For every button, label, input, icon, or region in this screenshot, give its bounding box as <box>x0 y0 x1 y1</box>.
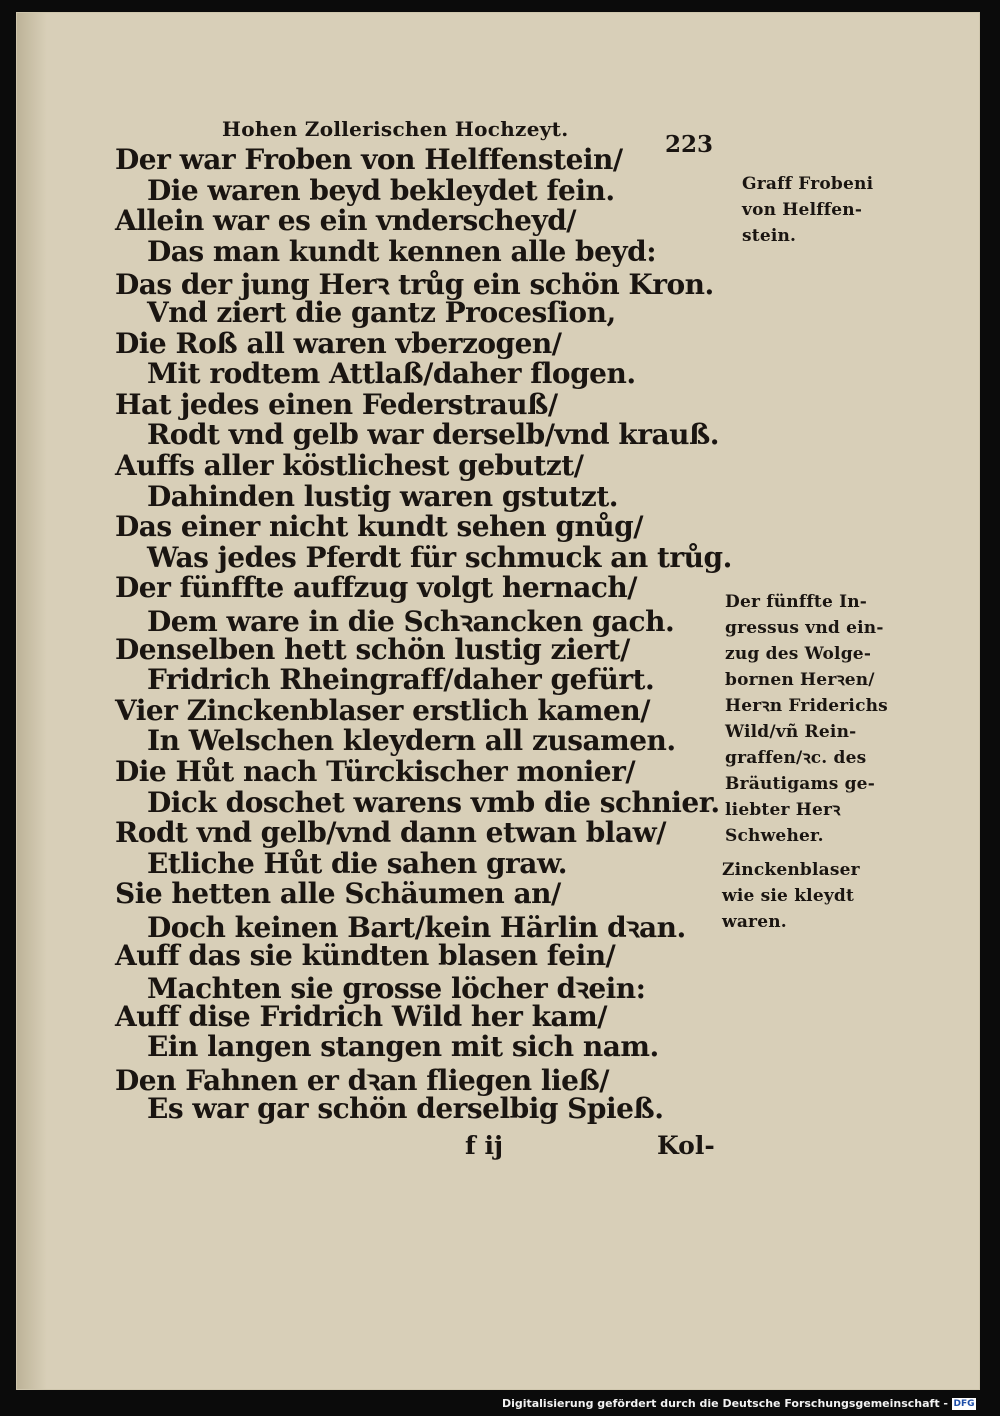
verse-line: Allein war es ein vnderscheyd/ <box>115 204 577 238</box>
verse-line: Dahinden lustig waren gstutzt. <box>147 479 618 513</box>
verse-line: Die Hůt nach Türckischer monier/ <box>115 755 636 788</box>
margin-note-line: graffen/ꝛc. des <box>725 748 867 768</box>
verse-line: Den Fahnen er dꝛan fliegen ließ/ <box>115 1064 609 1097</box>
catchword: Kol- <box>657 1131 715 1160</box>
margin-note-line: liebter Herꝛ <box>725 800 841 820</box>
margin-note-ingressus <box>725 589 888 849</box>
margin-note-line: stein. <box>742 226 797 246</box>
verse-line: Sie hetten alle Schäumen an/ <box>115 877 561 911</box>
verse-line: Rodt vnd gelb/vnd dann etwan blaw/ <box>115 816 666 850</box>
margin-note-line: Wild/vñ Rein- <box>725 722 857 742</box>
margin-note-line: Herꝛn Friderichs <box>725 696 888 716</box>
verse-line: Der war Froben von Helffenstein/ <box>115 143 623 176</box>
verse-line: Vnd ziert die gantz Procesſion, <box>147 296 616 329</box>
page-number: 223 <box>665 131 714 158</box>
dfg-logo-icon: DFG <box>953 1398 975 1409</box>
verse-line: Das man kundt kennen alle beyd: <box>147 234 657 268</box>
verse-line: Dem ware in die Schꝛancken gach. <box>147 605 675 638</box>
verse-line: Auffs aller köstlichest gebutzt/ <box>115 449 584 482</box>
margin-note-line: bornen Herꝛen/ <box>725 670 875 690</box>
verse-line: Rodt vnd gelb war derselb/vnd krauß. <box>147 418 720 452</box>
digitization-footer <box>502 1397 976 1410</box>
margin-note-line: waren. <box>722 912 787 932</box>
verse-line: Denselben hett schön lustig ziert/ <box>115 632 630 666</box>
verse-line: Auff das sie kündten blasen fein/ <box>115 938 616 972</box>
verse-line: In Welschen kleydern all zusamen. <box>147 724 676 758</box>
verse-line: Ein langen stangen mit sich nam. <box>147 1030 659 1064</box>
footer-text: Digitalisierung gefördert durch die Deutsche Forschungsgemeinschaft - <box>501 1397 948 1410</box>
verse-line: Was jedes Pferdt für schmuck an trůg. <box>147 540 732 574</box>
verse-line: Das einer nicht kundt sehen gnůg/ <box>115 510 643 544</box>
verse-line: Es war gar schön derselbig Spieß. <box>147 1091 664 1125</box>
verse-line: Auff dise Fridrich Wild her kam/ <box>115 999 607 1033</box>
signature-mark: f ij <box>465 1131 504 1160</box>
verse-line: Das der jung Herꝛ trůg ein schön Kron. <box>115 268 714 302</box>
margin-note-line: Bräutigams ge- <box>725 774 875 794</box>
margin-note-line: wie sie kleydt <box>722 886 855 906</box>
verse-line: Etliche Hůt die sahen graw. <box>147 846 567 880</box>
running-head: Hohen Zollerischen Hochzeyt. <box>222 117 569 141</box>
verse-line: Die waren beyd bekleydet fein. <box>147 173 615 207</box>
margin-note-line: Schweher. <box>725 826 824 846</box>
margin-note-line: Graff Frobeni <box>742 174 874 194</box>
margin-note-line: Zinckenblaser <box>722 860 860 880</box>
margin-note-line: von Helffen- <box>742 200 863 220</box>
margin-note-line: Der fünffte In- <box>725 592 868 612</box>
verse-line: Machten sie grosse löcher dꝛein: <box>147 972 646 1006</box>
book-page <box>16 12 980 1390</box>
margin-note-zinckenblaser <box>722 857 860 935</box>
verse-line: Dick doschet warens vmb die schnier. <box>147 785 720 819</box>
page-gutter-shadow <box>17 13 47 1389</box>
margin-note-line: gressus vnd ein- <box>725 618 884 638</box>
verse-line: Die Roß all waren vberzogen/ <box>115 326 562 360</box>
verse-line: Doch keinen Bart/kein Härlin dꝛan. <box>147 911 686 944</box>
verse-line: Vier Zinckenblaser erstlich kamen/ <box>115 693 650 727</box>
verse-line: Mit rodtem Attlaß/daher flogen. <box>147 357 636 391</box>
verse-line: Der fünffte auffzug volgt hernach/ <box>115 571 638 605</box>
margin-note-line: zug des Wolge- <box>725 644 872 664</box>
margin-note-froben <box>742 171 873 249</box>
verse-line: Hat jedes einen Federstrauß/ <box>115 387 558 421</box>
verse-line: Fridrich Rheingraff/daher gefürt. <box>147 663 655 697</box>
